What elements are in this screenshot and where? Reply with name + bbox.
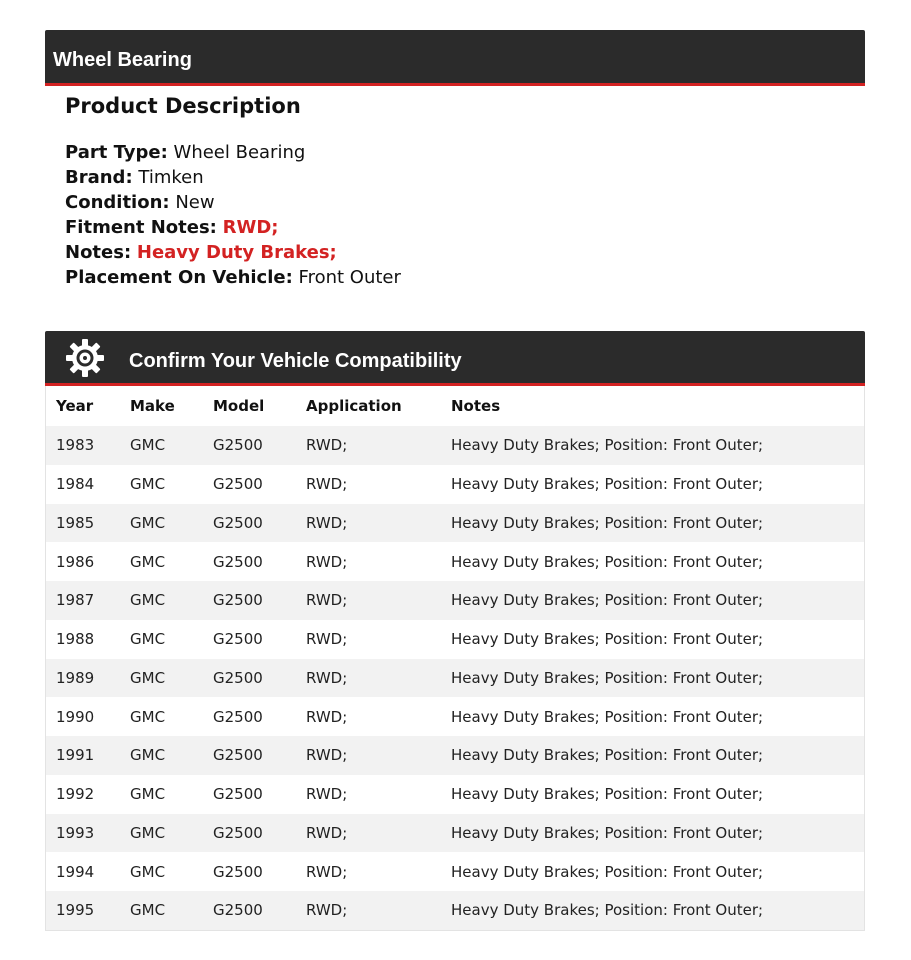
cell-make: GMC xyxy=(130,891,213,930)
table-row xyxy=(46,426,864,465)
cell-application: RWD; xyxy=(306,581,451,620)
cell-make: GMC xyxy=(130,852,213,891)
cell-application: RWD; xyxy=(306,659,451,698)
cell-model: G2500 xyxy=(213,426,306,465)
cell-model: G2500 xyxy=(213,814,306,853)
table-row xyxy=(46,775,864,814)
description-row-brand xyxy=(65,165,845,190)
cell-make: GMC xyxy=(130,581,213,620)
cell-notes: Heavy Duty Brakes; Position: Front Outer; xyxy=(451,465,864,504)
compatibility-title: Confirm Your Vehicle Compatibility xyxy=(129,350,462,372)
cell-year: 1992 xyxy=(46,775,130,814)
cell-model: G2500 xyxy=(213,465,306,504)
description-row-part-type xyxy=(65,140,845,165)
table-row xyxy=(46,736,864,775)
cell-year: 1995 xyxy=(46,891,130,930)
cell-make: GMC xyxy=(130,465,213,504)
cell-year: 1994 xyxy=(46,852,130,891)
cell-year: 1993 xyxy=(46,814,130,853)
cell-make: GMC xyxy=(130,814,213,853)
description-row-fitment-notes xyxy=(65,215,845,240)
description-value: Timken xyxy=(138,167,204,188)
description-row-notes xyxy=(65,240,845,265)
cell-year: 1986 xyxy=(46,542,130,581)
description-value: RWD; xyxy=(222,217,279,238)
column-header-model: Model xyxy=(213,397,265,415)
description-label: Brand: xyxy=(65,167,133,188)
cell-model: G2500 xyxy=(213,504,306,543)
table-body xyxy=(46,426,864,930)
table-row xyxy=(46,504,864,543)
cell-application: RWD; xyxy=(306,697,451,736)
cell-make: GMC xyxy=(130,504,213,543)
cell-application: RWD; xyxy=(306,620,451,659)
cell-notes: Heavy Duty Brakes; Position: Front Outer; xyxy=(451,775,864,814)
cell-make: GMC xyxy=(130,620,213,659)
table-row xyxy=(46,620,864,659)
cell-year: 1987 xyxy=(46,581,130,620)
cell-notes: Heavy Duty Brakes; Position: Front Outer; xyxy=(451,891,864,930)
table-row xyxy=(46,814,864,853)
table-row xyxy=(46,659,864,698)
cell-make: GMC xyxy=(130,426,213,465)
cell-application: RWD; xyxy=(306,504,451,543)
column-header-application: Application xyxy=(306,397,402,415)
cell-notes: Heavy Duty Brakes; Position: Front Outer; xyxy=(451,814,864,853)
cell-year: 1989 xyxy=(46,659,130,698)
column-header-year: Year xyxy=(56,397,94,415)
column-header-make: Make xyxy=(130,397,175,415)
cell-make: GMC xyxy=(130,736,213,775)
cell-notes: Heavy Duty Brakes; Position: Front Outer; xyxy=(451,659,864,698)
cell-model: G2500 xyxy=(213,775,306,814)
cell-model: G2500 xyxy=(213,659,306,698)
cell-application: RWD; xyxy=(306,814,451,853)
description-row-placement xyxy=(65,265,845,290)
description-label: Notes: xyxy=(65,242,132,263)
table-row xyxy=(46,581,864,620)
table-row xyxy=(46,465,864,504)
description-value: Heavy Duty Brakes; xyxy=(136,242,337,263)
table-row xyxy=(46,852,864,891)
cell-model: G2500 xyxy=(213,581,306,620)
cell-model: G2500 xyxy=(213,891,306,930)
cell-notes: Heavy Duty Brakes; Position: Front Outer; xyxy=(451,504,864,543)
cell-year: 1991 xyxy=(46,736,130,775)
cell-year: 1988 xyxy=(46,620,130,659)
cell-model: G2500 xyxy=(213,736,306,775)
description-label: Condition: xyxy=(65,192,170,213)
cell-year: 1990 xyxy=(46,697,130,736)
cell-application: RWD; xyxy=(306,465,451,504)
cell-notes: Heavy Duty Brakes; Position: Front Outer; xyxy=(451,542,864,581)
cell-notes: Heavy Duty Brakes; Position: Front Outer; xyxy=(451,581,864,620)
cell-model: G2500 xyxy=(213,542,306,581)
table-row xyxy=(46,542,864,581)
description-value: Front Outer xyxy=(298,267,401,288)
description-label: Placement On Vehicle: xyxy=(65,267,293,288)
table-header-row xyxy=(46,386,864,426)
gear-icon xyxy=(65,338,105,378)
cell-make: GMC xyxy=(130,775,213,814)
description-value: New xyxy=(175,192,215,213)
cell-notes: Heavy Duty Brakes; Position: Front Outer; xyxy=(451,736,864,775)
description-label: Part Type: xyxy=(65,142,168,163)
product-title: Wheel Bearing xyxy=(53,49,192,71)
cell-application: RWD; xyxy=(306,426,451,465)
cell-notes: Heavy Duty Brakes; Position: Front Outer; xyxy=(451,852,864,891)
cell-application: RWD; xyxy=(306,736,451,775)
compatibility-table xyxy=(45,386,865,931)
cell-notes: Heavy Duty Brakes; Position: Front Outer; xyxy=(451,697,864,736)
cell-application: RWD; xyxy=(306,542,451,581)
description-value: Wheel Bearing xyxy=(173,142,306,163)
description-label: Fitment Notes: xyxy=(65,217,217,238)
product-header-bar xyxy=(45,30,865,86)
cell-notes: Heavy Duty Brakes; Position: Front Outer; xyxy=(451,426,864,465)
cell-make: GMC xyxy=(130,542,213,581)
table-row xyxy=(46,697,864,736)
cell-make: GMC xyxy=(130,659,213,698)
description-row-condition xyxy=(65,190,845,215)
cell-application: RWD; xyxy=(306,891,451,930)
cell-year: 1985 xyxy=(46,504,130,543)
cell-model: G2500 xyxy=(213,852,306,891)
cell-notes: Heavy Duty Brakes; Position: Front Outer; xyxy=(451,620,864,659)
description-heading: Product Description xyxy=(65,94,301,118)
cell-model: G2500 xyxy=(213,620,306,659)
cell-application: RWD; xyxy=(306,852,451,891)
cell-model: G2500 xyxy=(213,697,306,736)
column-header-notes: Notes xyxy=(451,397,501,415)
cell-year: 1984 xyxy=(46,465,130,504)
cell-year: 1983 xyxy=(46,426,130,465)
compatibility-header-bar xyxy=(45,331,865,386)
cell-application: RWD; xyxy=(306,775,451,814)
table-row xyxy=(46,891,864,930)
cell-make: GMC xyxy=(130,697,213,736)
product-description xyxy=(65,90,845,290)
description-list xyxy=(65,140,845,290)
